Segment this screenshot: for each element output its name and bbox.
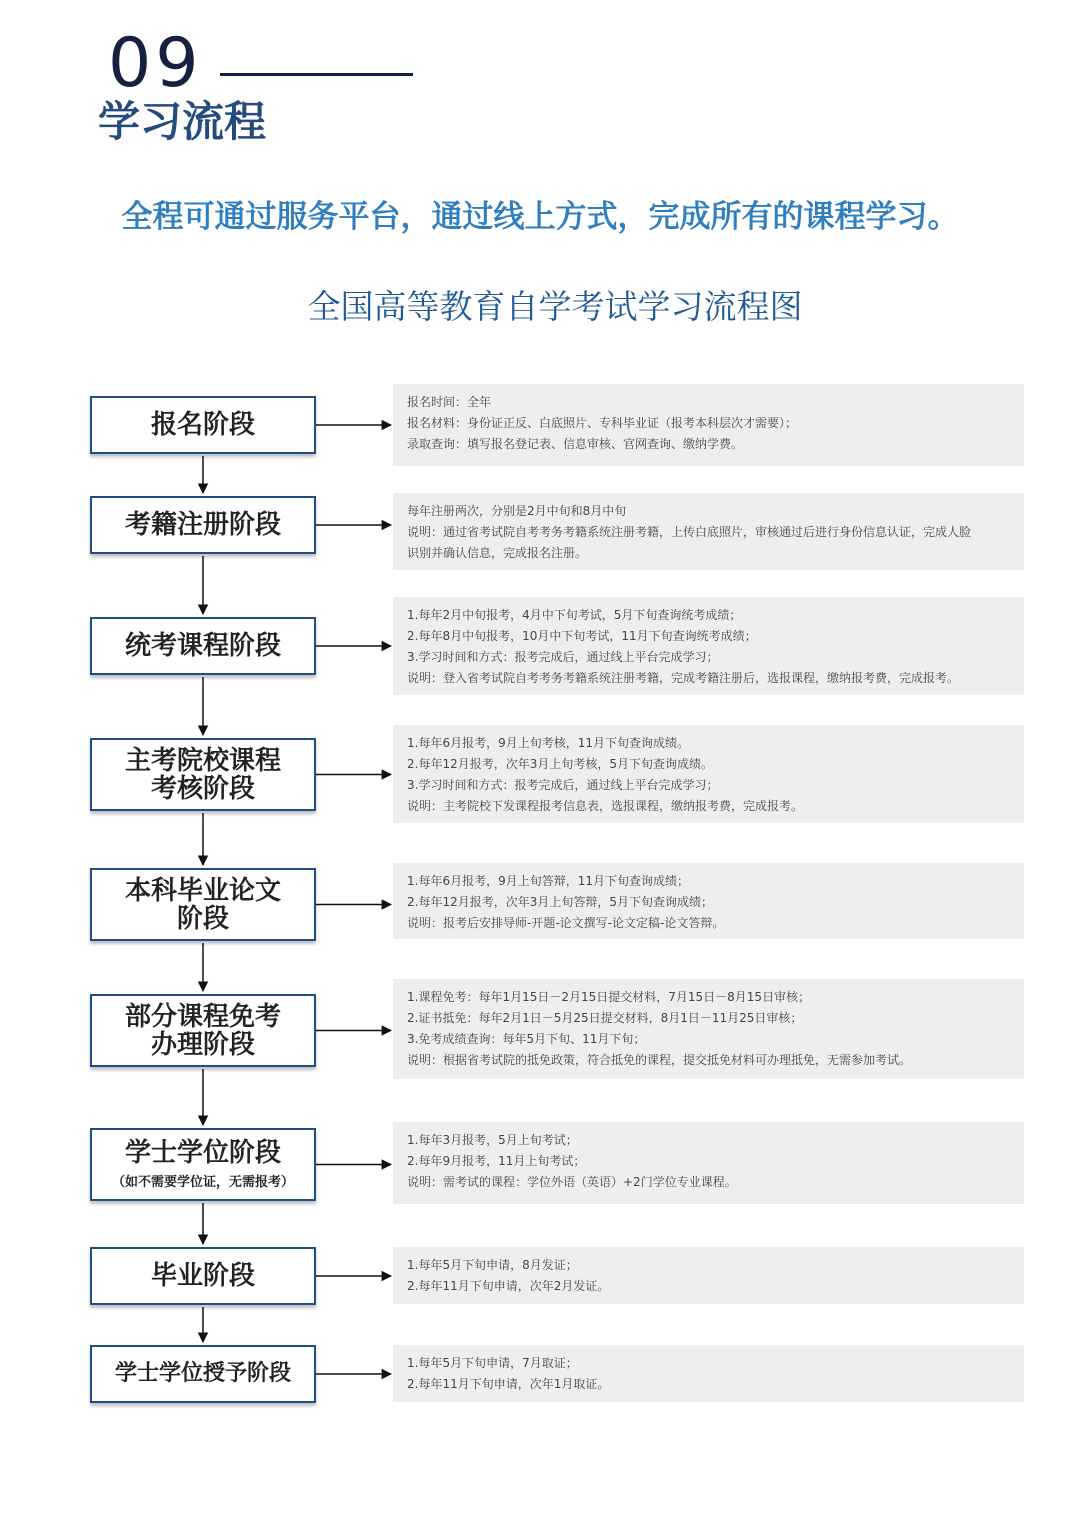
info-panel-thesis (393, 863, 1024, 939)
info-line: 2.每年8月中旬报考，10月中下旬考试，11月下旬查询统考成绩； (407, 629, 757, 643)
info-line: 每年注册两次，分别是2月中旬和8月中旬 (407, 504, 627, 518)
info-line: 报名时间：全年 (407, 395, 492, 409)
stage-box-school-assessment (90, 738, 316, 811)
stage-label: 报名阶段 (150, 410, 255, 440)
info-panel-unified-exam (393, 597, 1024, 695)
stage-box-registration (90, 396, 316, 454)
info-line: 2.每年11月下旬申请，次年1月取证。 (407, 1377, 610, 1391)
stage-label: 本科毕业论文 (124, 875, 281, 906)
info-line: 说明：登入省考试院自考考务考籍系统注册考籍，完成考籍注册后，选报课程，缴纳报考费，完成报考。 (407, 671, 960, 685)
info-line: 1.每年5月下旬申请，7月取证； (407, 1356, 578, 1370)
info-panel-bachelor-degree (393, 1122, 1024, 1204)
stage-box-bachelor-degree (90, 1128, 316, 1201)
info-panel-exemption (393, 979, 1024, 1079)
section-title: 学习流程 (98, 97, 267, 146)
stage-box-unified-exam (90, 617, 316, 675)
stage-box-exemption (90, 994, 316, 1067)
info-panel-enrollment (393, 493, 1024, 570)
info-line: 1.每年2月中旬报考，4月中下旬考试，5月下旬查询统考成绩； (407, 608, 742, 622)
stage-box-thesis (90, 868, 316, 941)
stage-box-degree-award (90, 1345, 316, 1403)
info-panel-registration (393, 384, 1024, 466)
stage-label: 毕业阶段 (150, 1261, 255, 1291)
stage-label: 学士学位授予阶段 (114, 1361, 291, 1386)
info-panel-school-assessment (393, 725, 1024, 823)
stage-sublabel: （如不需要学位证，无需报考） (111, 1175, 294, 1190)
info-line: 说明：报考后安排导师-开题-论文撰写-论文定稿-论文答辩。 (407, 916, 725, 930)
stage-box-enrollment (90, 496, 316, 554)
info-line: 报名材料：身份证正反、白底照片、专科毕业证（报考本科层次才需要）； (407, 416, 798, 430)
stage-label: 主考院校课程 (124, 745, 281, 776)
info-panel-degree-award (393, 1345, 1024, 1402)
info-line: 1.每年5月下旬申请，8月发证； (407, 1258, 578, 1272)
info-line: 3.学习时间和方式：报考完成后，通过线上平台完成学习； (407, 650, 719, 664)
stage-label: 考籍注册阶段 (124, 510, 281, 540)
stage-box-graduation (90, 1247, 316, 1305)
stage-label: 统考课程阶段 (124, 631, 281, 661)
info-line: 1.每年3月报考，5月上旬考试； (407, 1133, 578, 1147)
info-line: 3.学习时间和方式：报考完成后，通过线上平台完成学习； (407, 778, 719, 792)
info-line: 2.每年9月报考，11月上旬考试； (407, 1154, 586, 1168)
info-line: 2.每年12月报考，次年3月上旬答辩，5月下旬查询成绩； (407, 895, 713, 909)
info-line: 识别并确认信息，完成报名注册。 (407, 546, 588, 560)
info-line: 2.证书抵免：每年2月1日－5月25日提交材料，8月1日－11月25日审核； (407, 1011, 803, 1025)
info-line: 说明：主考院校下发课程报考信息表，选报课程，缴纳报考费，完成报考。 (407, 799, 804, 813)
info-line: 2.每年12月报考，次年3月上旬考核，5月下旬查询成绩。 (407, 757, 713, 771)
info-line: 说明：通过省考试院自考考务考籍系统注册考籍，上传白底照片，审核通过后进行身份信息认证，完成人脸 (407, 525, 972, 539)
stage-label-line2: 阶段 (176, 903, 229, 934)
info-line: 1.每年6月报考，9月上旬考核，11月下旬查询成绩。 (407, 736, 689, 750)
section-number: 09 (108, 30, 203, 90)
info-line: 说明：根据省考试院的抵免政策，符合抵免的课程，提交抵免材料可办理抵免，无需参加考试。 (407, 1053, 912, 1067)
info-line: 说明：需考试的课程：学位外语（英语）+2门学位专业课程。 (407, 1175, 737, 1189)
info-line: 录取查询：填写报名登记表、信息审核、官网查询、缴纳学费。 (407, 437, 744, 451)
info-panel-graduation (393, 1247, 1024, 1304)
info-line: 2.每年11月下旬申请，次年2月发证。 (407, 1279, 610, 1293)
info-line: 1.每年6月报考，9月上旬答辩，11月下旬查询成绩； (407, 874, 689, 888)
stage-label-line2: 考核阶段 (150, 773, 255, 804)
stage-label: 学士学位阶段 (124, 1138, 281, 1168)
tagline: 全程可通过服务平台，通过线上方式，完成所有的课程学习。 (121, 199, 959, 235)
stage-label: 部分课程免考 (124, 1001, 281, 1032)
stage-label-line2: 办理阶段 (150, 1029, 255, 1060)
flowchart-title: 全国高等教育自学考试学习流程图 (307, 287, 803, 326)
info-line: 1.课程免考：每年1月15日－2月15日提交材料，7月15日－8月15日审核； (407, 990, 811, 1004)
info-line: 3.免考成绩查询：每年5月下旬、11月下旬； (407, 1032, 646, 1046)
